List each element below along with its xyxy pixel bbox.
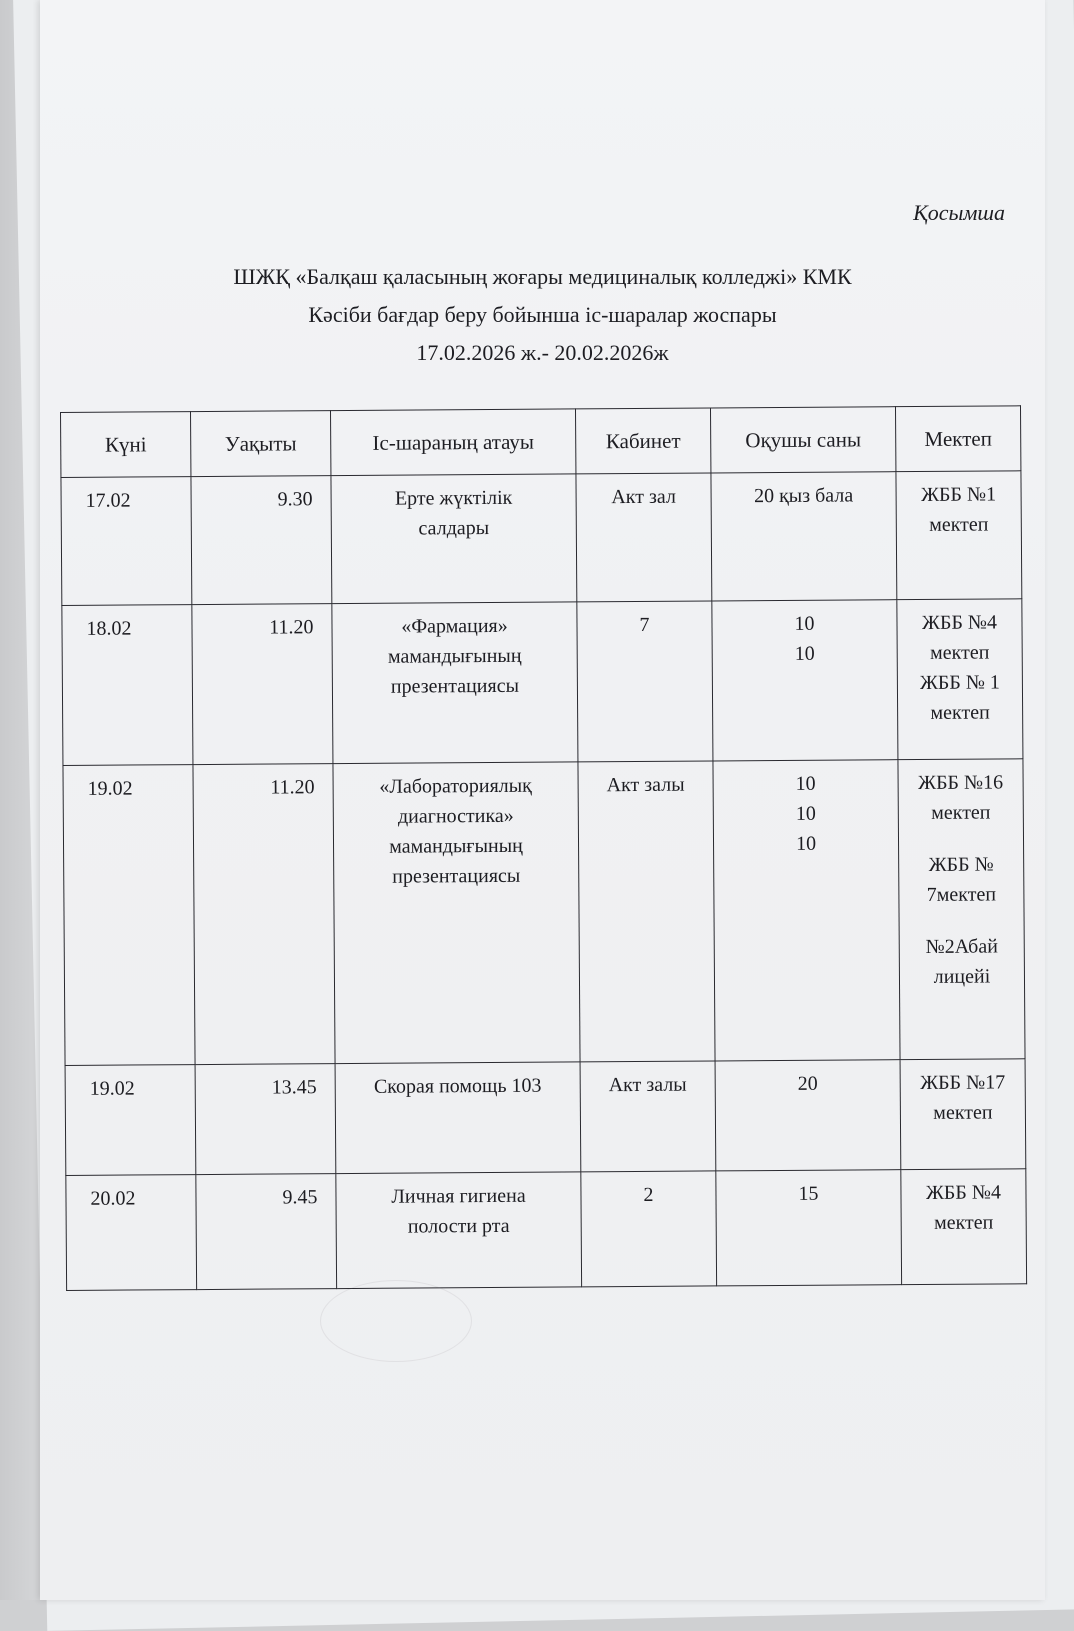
cell-school bbox=[897, 599, 1023, 760]
cell-school bbox=[901, 1169, 1027, 1285]
cell-room: 2 bbox=[581, 1171, 717, 1287]
cell-room: 7 bbox=[577, 601, 713, 762]
event-name-line: мамандығының bbox=[389, 834, 523, 858]
school-name-line: мектеп bbox=[931, 801, 991, 824]
cell-students bbox=[716, 1170, 902, 1286]
event-name-line: диагностика» bbox=[397, 804, 514, 828]
school-name-line: мектеп bbox=[933, 1211, 994, 1234]
table-body bbox=[61, 471, 1027, 1291]
cell-date: 17.02 bbox=[61, 477, 192, 606]
cell-students bbox=[711, 472, 897, 601]
document-page bbox=[40, 0, 1045, 1600]
school-name-line: ЖББ № 1 bbox=[919, 671, 1000, 695]
column-header-time: Уақыты bbox=[191, 411, 331, 477]
school-name-line: мектеп bbox=[929, 641, 990, 664]
cell-event bbox=[332, 602, 578, 764]
cell-event bbox=[333, 762, 580, 1064]
column-header-event: Іс-шараның атауы bbox=[330, 409, 575, 476]
event-name-line: Личная гигиена bbox=[391, 1184, 526, 1208]
column-header-students: Оқушы саны bbox=[710, 407, 895, 473]
school-entry bbox=[905, 849, 1017, 910]
student-count: 10 bbox=[795, 832, 817, 855]
event-name-line: полости рта bbox=[407, 1214, 510, 1238]
cell-event bbox=[335, 1062, 581, 1174]
student-count: 10 bbox=[795, 772, 816, 795]
cell-date: 19.02 bbox=[63, 765, 195, 1066]
school-name-line: мектеп bbox=[929, 513, 989, 536]
student-count: 15 bbox=[798, 1182, 819, 1205]
table-row bbox=[62, 599, 1023, 766]
heading-organization: ШЖҚ «Балқаш қаласының жоғары медициналық колледжі» КМК bbox=[233, 264, 852, 289]
column-header-date: Күні bbox=[61, 412, 191, 478]
faint-stamp bbox=[320, 1280, 472, 1362]
table-row bbox=[61, 471, 1022, 606]
school-name-line: ЖББ №4 bbox=[925, 1181, 1002, 1204]
school-name-line: ЖББ №1 bbox=[921, 483, 997, 506]
cell-room: Акт залы bbox=[578, 761, 715, 1062]
cell-date: 20.02 bbox=[66, 1175, 197, 1291]
event-name-line: презентациясы bbox=[390, 674, 520, 698]
column-header-school: Мектеп bbox=[895, 406, 1020, 472]
school-name-line: мектеп bbox=[933, 1101, 993, 1124]
school-name-line: мектеп bbox=[930, 701, 990, 724]
events-table bbox=[60, 405, 1027, 1291]
heading-date-range: 17.02.2026 ж.- 20.02.2026ж bbox=[416, 340, 669, 365]
school-entry bbox=[905, 767, 1017, 828]
school-name-line: лицейі bbox=[933, 965, 991, 988]
cell-time: 9.45 bbox=[196, 1174, 337, 1290]
cell-room: Акт залы bbox=[580, 1061, 716, 1172]
event-name-line: «Лабораториялық bbox=[379, 774, 532, 798]
school-name-line: 7мектеп bbox=[926, 883, 997, 906]
table-row bbox=[65, 1059, 1026, 1176]
cell-date: 18.02 bbox=[62, 605, 193, 766]
event-name-line: мамандығының bbox=[387, 644, 522, 668]
student-count: 20 қыз бала bbox=[753, 484, 854, 508]
cell-event bbox=[331, 474, 577, 604]
school-name-line: ЖББ №16 bbox=[918, 771, 1004, 795]
table-row bbox=[66, 1169, 1027, 1291]
cell-time: 11.20 bbox=[193, 764, 335, 1065]
event-name-line: «Фармация» bbox=[401, 614, 508, 638]
appendix-label: Қосымша bbox=[913, 200, 1005, 225]
cell-date: 19.02 bbox=[65, 1065, 196, 1176]
school-name-line: №2Абай bbox=[925, 935, 998, 958]
school-name-line: ЖББ №4 bbox=[921, 611, 998, 634]
student-count: 20 bbox=[797, 1072, 818, 1095]
event-name-line: Скорая помощь 103 bbox=[373, 1074, 542, 1098]
student-count: 10 bbox=[795, 802, 816, 825]
table-row bbox=[63, 759, 1025, 1066]
student-count: 10 bbox=[794, 642, 815, 665]
cell-school bbox=[898, 759, 1025, 1060]
cell-time: 9.30 bbox=[191, 476, 332, 605]
cell-students bbox=[712, 600, 898, 761]
school-name-line: ЖББ №17 bbox=[920, 1071, 1006, 1095]
cell-students bbox=[715, 1060, 901, 1171]
school-name-line: ЖББ № bbox=[928, 853, 994, 876]
cell-school bbox=[896, 471, 1022, 600]
event-name-line: Ерте жүктілік bbox=[394, 486, 513, 510]
table-header-row bbox=[61, 406, 1021, 478]
school-entry bbox=[907, 1177, 1019, 1238]
school-entry bbox=[907, 1067, 1019, 1128]
school-entry bbox=[906, 931, 1018, 992]
cell-room: Акт зал bbox=[576, 473, 712, 602]
cell-event bbox=[336, 1172, 582, 1289]
event-name-line: салдары bbox=[418, 517, 490, 540]
event-name-line: презентациясы bbox=[392, 864, 521, 888]
school-entry bbox=[903, 607, 1016, 728]
document-heading bbox=[40, 258, 1045, 372]
student-count: 10 bbox=[794, 612, 815, 635]
heading-plan-title: Кәсіби бағдар беру бойынша іс-шаралар жоспары bbox=[308, 302, 777, 327]
school-entry bbox=[902, 479, 1014, 540]
cell-school bbox=[900, 1059, 1026, 1170]
column-header-room: Кабинет bbox=[575, 408, 710, 474]
cell-students bbox=[713, 760, 900, 1061]
cell-time: 13.45 bbox=[195, 1064, 336, 1175]
cell-time: 11.20 bbox=[192, 604, 333, 765]
